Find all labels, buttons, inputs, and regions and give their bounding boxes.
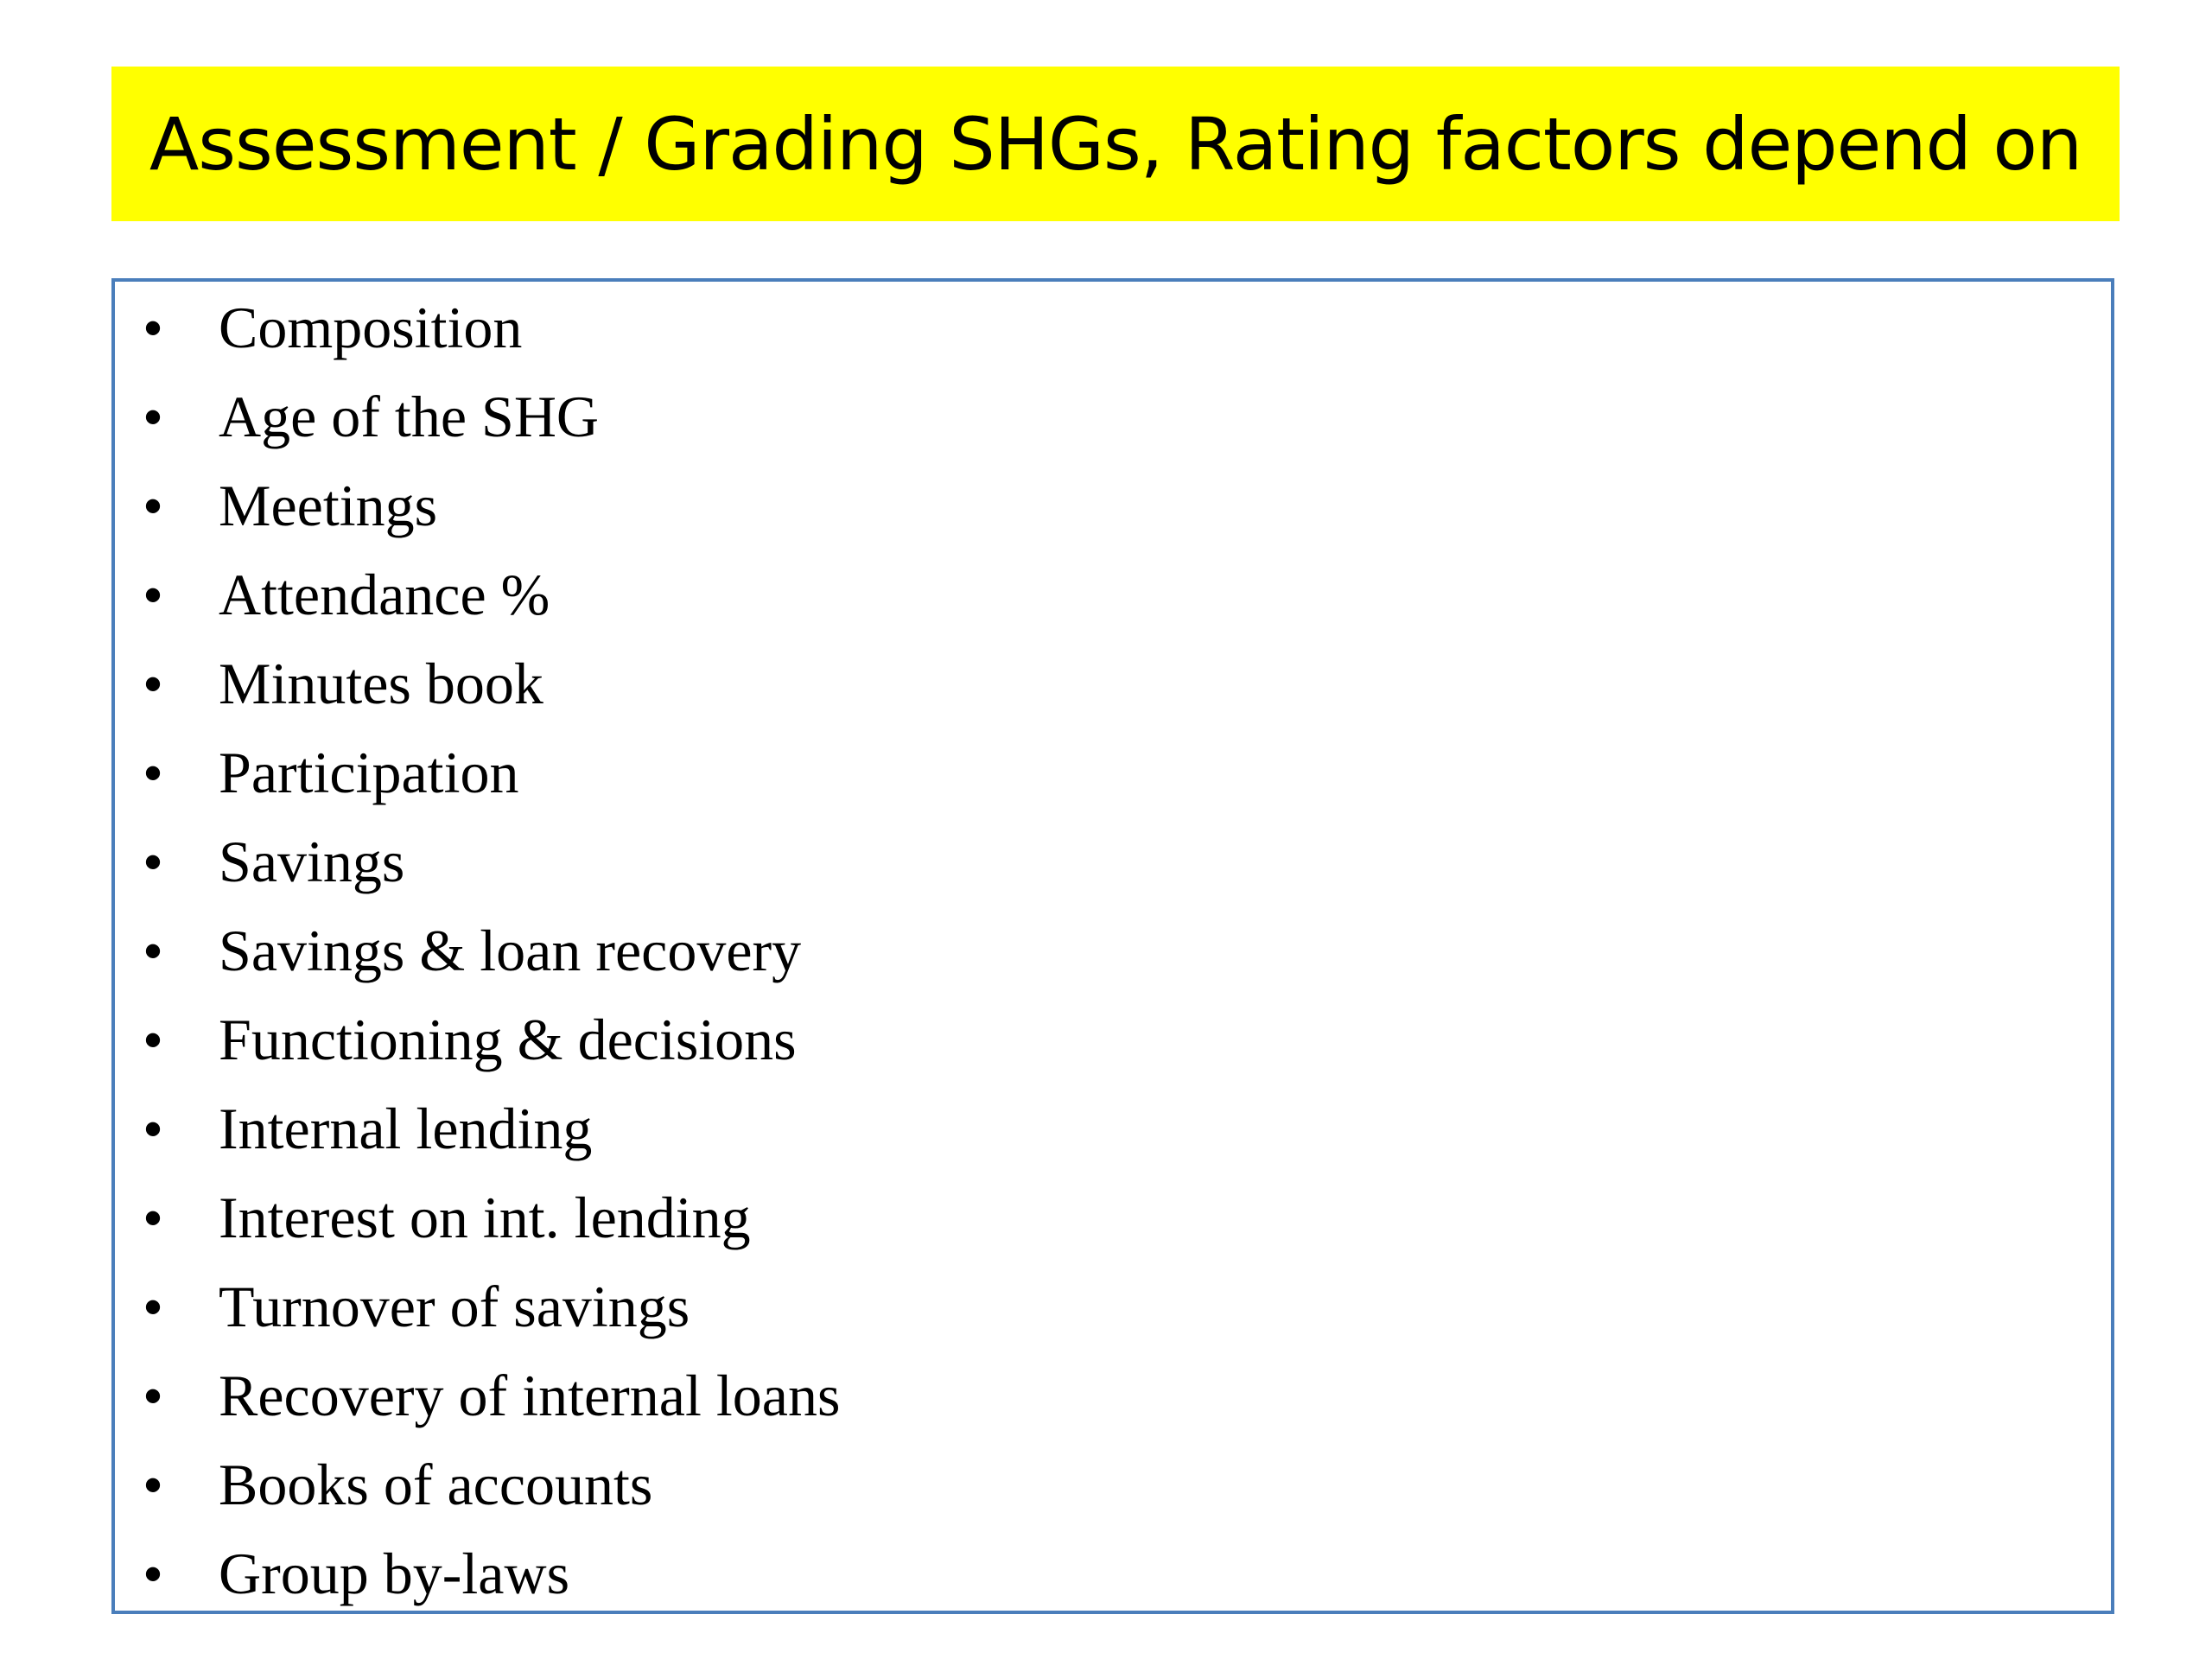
bullet-icon: • — [143, 1011, 162, 1069]
factor-label: Interest on int. lending — [219, 1185, 751, 1250]
list-item — [115, 817, 2111, 906]
factor-label: Participation — [219, 740, 519, 805]
factor-list — [115, 283, 2111, 1614]
bullet-icon: • — [143, 1189, 162, 1247]
bullet-icon: • — [143, 566, 162, 624]
list-item — [115, 1173, 2111, 1262]
bullet-icon: • — [143, 1278, 162, 1336]
factor-label: Books of accounts — [219, 1452, 653, 1517]
bullet-icon: • — [143, 1456, 162, 1514]
bullet-icon: • — [143, 1367, 162, 1425]
factor-label: Savings & loan recovery — [219, 918, 802, 983]
list-item — [115, 550, 2111, 639]
bullet-icon: • — [143, 388, 162, 446]
bullet-icon: • — [143, 477, 162, 535]
list-item — [115, 1262, 2111, 1351]
factors-box — [111, 278, 2114, 1614]
factor-label: Attendance % — [219, 562, 550, 627]
factor-label: Minutes book — [219, 651, 543, 716]
bullet-icon: • — [143, 655, 162, 713]
list-item — [115, 728, 2111, 817]
bullet-icon: • — [143, 744, 162, 802]
factor-label: Group by-laws — [219, 1541, 570, 1606]
list-item — [115, 995, 2111, 1084]
factor-label: Composition — [219, 295, 523, 360]
bullet-icon: • — [143, 833, 162, 891]
factor-label: Internal lending — [219, 1096, 593, 1161]
list-item — [115, 639, 2111, 728]
factor-label: Meetings — [219, 473, 438, 538]
slide-title: Assessment / Grading SHGs, Rating factors depend on — [149, 101, 2082, 187]
bullet-icon: • — [143, 299, 162, 357]
bullet-icon: • — [143, 1100, 162, 1158]
list-item — [115, 372, 2111, 461]
factor-label: Savings — [219, 829, 405, 894]
bullet-icon: • — [143, 922, 162, 980]
list-item — [115, 461, 2111, 550]
list-item — [115, 1529, 2111, 1614]
list-item — [115, 1440, 2111, 1529]
factor-label: Functioning & decisions — [219, 1007, 797, 1072]
list-item — [115, 283, 2111, 372]
list-item — [115, 906, 2111, 995]
title-banner — [111, 67, 2120, 221]
list-item — [115, 1351, 2111, 1440]
list-item — [115, 1084, 2111, 1173]
bullet-icon: • — [143, 1545, 162, 1603]
factor-label: Turnover of savings — [219, 1274, 690, 1339]
factor-label: Recovery of internal loans — [219, 1363, 841, 1428]
factor-label: Age of the SHG — [219, 384, 600, 449]
